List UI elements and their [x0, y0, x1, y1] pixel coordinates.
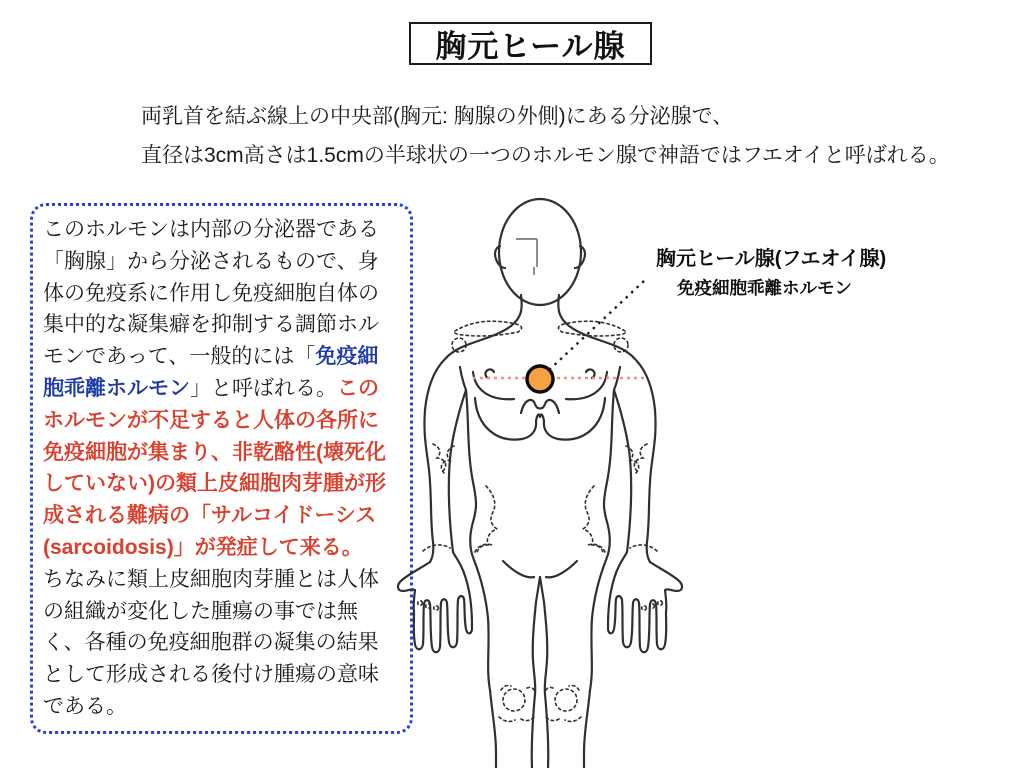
right-neck-shoulder [558, 295, 655, 410]
info-text-segment: このホルモンは内部の分泌器である [43, 218, 379, 241]
left-neck-shoulder [425, 295, 522, 410]
leader-line [548, 281, 644, 371]
left-knuckle-dot [426, 604, 431, 609]
info-text-segment: 成される難病の「サルコイドーシス [43, 504, 377, 528]
left-leg-inner [532, 602, 536, 768]
info-text-segment: 免疫細胞が集まり、非乾酪性(壊死化 [43, 440, 386, 464]
info-text-segment: 免疫細 [315, 345, 379, 369]
right-nipple-mark [586, 369, 595, 378]
info-text-segment: ホルモンが不足すると人体の各所に [43, 408, 379, 432]
sternum-mark [521, 400, 559, 413]
info-text-segment: 胞乖離ホルモン [43, 376, 190, 400]
right-knee-squiggle-dotted [545, 686, 581, 722]
right-knuckle-dot [658, 601, 663, 606]
right-hip-dotted [583, 486, 605, 554]
right-arm-outer [647, 410, 656, 562]
right-arm-inner [614, 390, 631, 552]
info-text-segment: 」と呼ばれる。 [190, 376, 337, 400]
info-text-segment: である。 [43, 694, 127, 718]
gland-callout-label: 胸元ヒール腺(フエオイ腺) [656, 248, 887, 270]
info-text-segment: していない)の類上皮細胞肉芽腫が形 [43, 472, 386, 496]
right-groin-line [546, 561, 577, 577]
left-wrist-dotted [423, 545, 450, 551]
left-armpit [460, 367, 466, 390]
left-collarbone-dotted [454, 321, 521, 336]
right-ribcage-curve [544, 398, 605, 440]
info-text-segment: モンであって、一般的には「 [43, 345, 316, 369]
right-knuckle-dot [642, 606, 647, 611]
info-text-segment: として形成される後付け腫瘍の意味 [43, 663, 379, 687]
left-nipple-mark [485, 369, 494, 378]
left-ribcage-curve [475, 398, 536, 440]
right-leg-inner [544, 602, 548, 768]
right-shoulder-joint-dotted [614, 338, 628, 352]
left-arm-inner [449, 390, 466, 552]
right-wrist-dotted [630, 545, 657, 551]
info-text-segment: く、各種の免疫細胞群の凝集の結果 [43, 631, 379, 655]
info-text-segment: 体の免疫系に作用し免疫細胞自体の [43, 281, 379, 305]
gland-dot [527, 366, 553, 392]
right-chest-curve [566, 372, 607, 399]
hormone-callout-label: 免疫細胞乖離ホルモン [677, 278, 852, 298]
intro-line-1: 両乳首を結ぶ線上の中央部(胸元: 胸腺の外側)にある分泌腺で、 [141, 105, 734, 128]
left-torso-leg-outer [466, 390, 496, 768]
right-collarbone-dotted [558, 321, 625, 336]
body-outline [398, 199, 682, 768]
slide-title: 胸元ヒール腺 [435, 29, 626, 64]
info-text-segment: この [337, 376, 379, 400]
left-knuckle-dot [418, 601, 423, 606]
left-chest-curve [473, 372, 514, 399]
intro-line-2: 直径は3cm高さは1.5cmの半球状の一つのホルモン腺で神語ではフエオイと呼ばれる。 [141, 144, 950, 167]
head-outline [499, 199, 581, 305]
info-text-segment: 集中的な凝集癖を抑制する調節ホル [43, 313, 379, 337]
left-knuckle-dot [434, 606, 439, 611]
left-groin-line [503, 561, 534, 577]
left-hip-dotted [475, 486, 497, 554]
left-knee-dotted [503, 689, 525, 711]
info-text-segment: (sarcoidosis)」が発症して来る。 [43, 535, 363, 559]
right-torso-leg-outer [584, 390, 614, 768]
right-hand [608, 552, 682, 652]
nose-mark [516, 239, 537, 275]
info-text-segment: 「胸腺」から分泌されるもので、身 [43, 249, 379, 273]
xiphoid-mark [536, 414, 544, 421]
left-arm-outer [424, 410, 433, 562]
groin-center-line [536, 577, 544, 602]
info-text-segment: の組織が変化した腫瘍の事では無 [43, 599, 358, 623]
right-knee-dotted [555, 689, 577, 711]
left-shoulder-joint-dotted [452, 338, 466, 352]
info-text-segment: ちなみに類上皮細胞肉芽腫とは人体 [43, 567, 379, 591]
left-hand [398, 552, 472, 652]
